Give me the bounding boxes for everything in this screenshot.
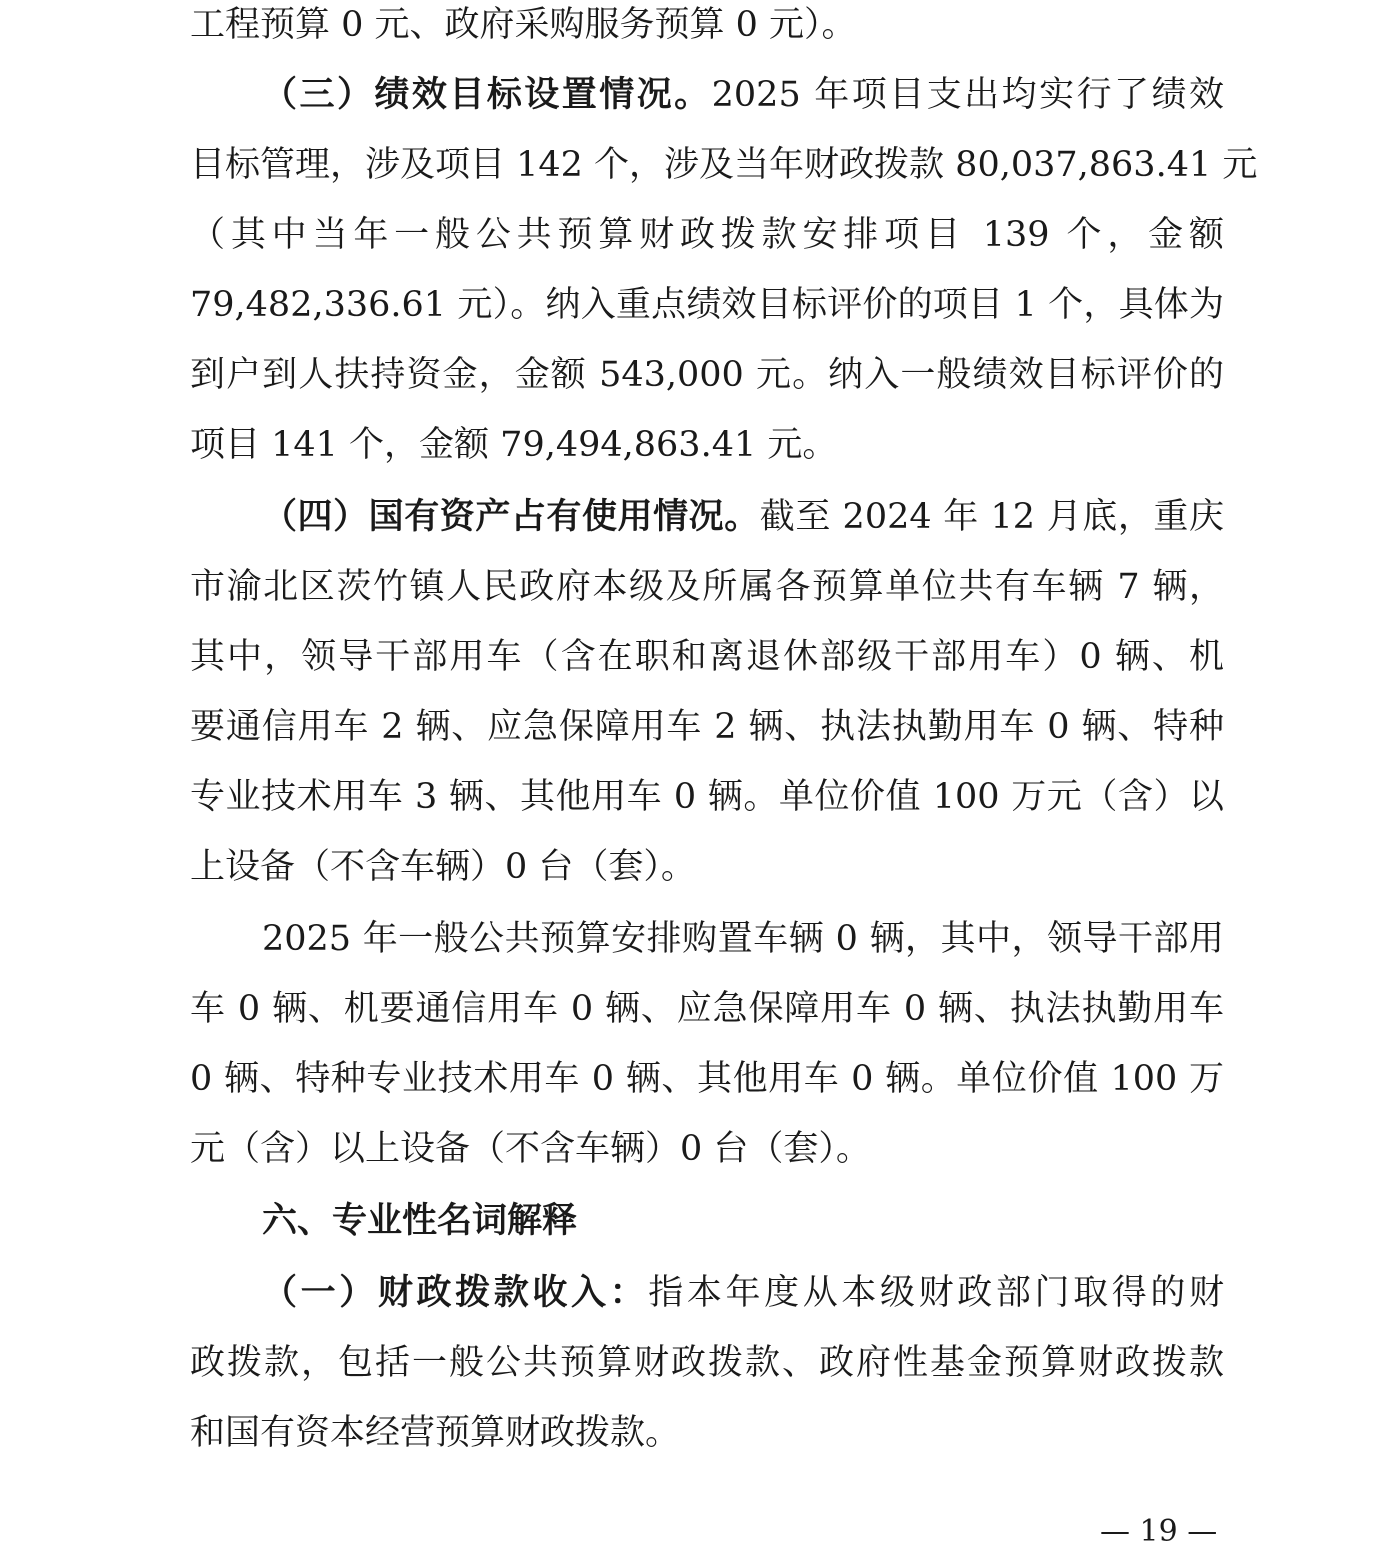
paragraph-line-8: （四）国有资产占有使用情况。截至 2024 年 12 月底，重庆 [262,496,1224,537]
section-4-heading: （四）国有资产占有使用情况。 [262,496,760,537]
paragraph-line-11: 要通信用车 2 辆、应急保障用车 2 辆、执法执勤用车 0 辆、特种 [190,707,1224,747]
paragraph-line-10: 其中，领导干部用车（含在职和离退休部级干部用车）0 辆、机 [190,637,1224,677]
paragraph-line-3: 目标管理，涉及项目 142 个，涉及当年财政拨款 80,037,863.41 元 [190,145,1258,185]
paragraph-line-16: 0 辆、特种专业技术用车 0 辆、其他用车 0 辆。单位价值 100 万 [190,1059,1224,1099]
paragraph-line-15: 车 0 辆、机要通信用车 0 辆、应急保障用车 0 辆、执法执勤用车 [190,989,1224,1029]
paragraph-line-1: 工程预算 0 元、政府采购服务预算 0 元）。 [190,5,857,45]
page-number: — 19 — [1100,1514,1218,1549]
paragraph-line-4: （其中当年一般公共预算财政拨款安排项目 139 个，金额 [190,215,1224,255]
paragraph-line-2: （三）绩效目标设置情况。2025 年项目支出均实行了绩效 [262,74,1224,115]
paragraph-line-9: 市渝北区茨竹镇人民政府本级及所属各预算单位共有车辆 7 辆， [190,567,1224,607]
term-1-heading: （一）财政拨款收入： [262,1272,649,1313]
paragraph-line-21: 和国有资本经营预算财政拨款。 [190,1413,681,1453]
paragraph-line-5: 79,482,336.61 元）。纳入重点绩效目标评价的项目 1 个，具体为 [190,285,1224,325]
paragraph-line-19: （一）财政拨款收入：指本年度从本级财政部门取得的财 [262,1272,1224,1313]
section-3-heading: （三）绩效目标设置情况。 [262,74,712,115]
paragraph-line-14: 2025 年一般公共预算安排购置车辆 0 辆，其中，领导干部用 [262,919,1224,959]
paragraph-line-7: 项目 141 个，金额 79,494,863.41 元。 [190,425,838,465]
paragraph-line-12: 专业技术用车 3 辆、其他用车 0 辆。单位价值 100 万元（含）以 [190,777,1224,817]
paragraph-line-6: 到户到人扶持资金，金额 543,000 元。纳入一般绩效目标评价的 [190,355,1224,395]
section-6-heading: 六、专业性名词解释 [262,1201,578,1241]
paragraph-line-17: 元（含）以上设备（不含车辆）0 台（套）。 [190,1129,871,1169]
paragraph-line-20: 政拨款，包括一般公共预算财政拨款、政府性基金预算财政拨款 [190,1343,1224,1383]
paragraph-line-13: 上设备（不含车辆）0 台（套）。 [190,847,696,887]
